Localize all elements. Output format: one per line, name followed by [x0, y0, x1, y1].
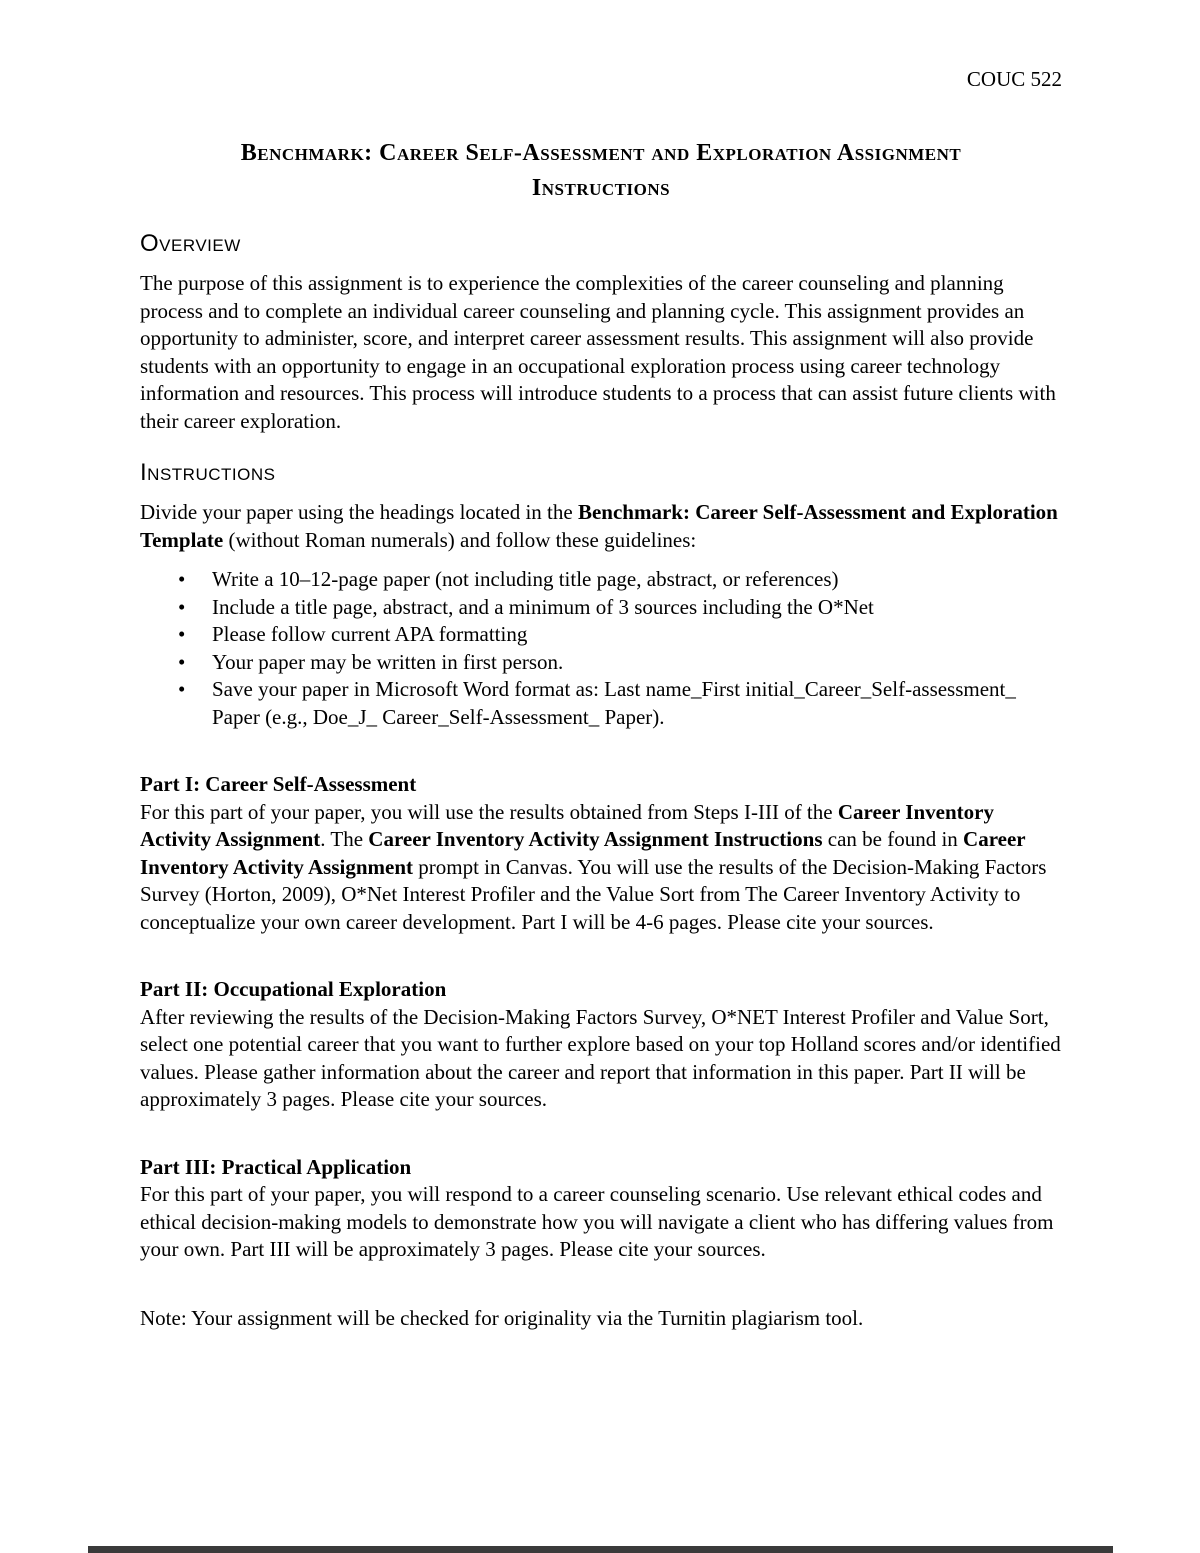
part-3-heading: Part III: Practical Application	[140, 1154, 412, 1179]
list-item	[178, 621, 1062, 649]
list-item-text: Write a 10–12-page paper (not including title page, abstract, or references)	[212, 567, 839, 591]
part-3-section	[140, 1154, 1062, 1264]
list-item	[178, 649, 1062, 677]
document-title	[140, 136, 1062, 206]
overview-paragraph: The purpose of this assignment is to experience the complexities of the career counseling and planning process and to complete an individual career counseling and planning cycle. This assignment provides an opportunity to administer, score, and interpret career assessment results. This assignment will also provide students with an opportunity to engage in an occupational exploration process using career technology information and resources. This process will introduce students to a process that can assist future clients with their career exploration.	[140, 271, 1056, 433]
bullet-icon: •	[178, 622, 186, 646]
list-item	[178, 566, 1062, 594]
list-item-text: Include a title page, abstract, and a minimum of 3 sources including the O*Net	[212, 594, 874, 619]
part-2-paragraph: After reviewing the results of the Decision-Making Factors Survey, O*NET Interest Profiler and Value Sort, select one potential career that you want to further explore based on your top Holland scores and/or identified values. Please gather information about the career and report that information in this paper. Part II will be approximately 3 pages. Please cite your sources.	[140, 1004, 1061, 1111]
document-title-line2: Instructions	[531, 175, 671, 201]
bullet-icon: •	[178, 649, 186, 674]
part-2-section	[140, 976, 1062, 1114]
instructions-intro: Divide your paper using the headings located in the Benchmark: Career Self-Assessment and Exploration Template (without Roman numerals) and follow these guidelines:	[140, 500, 1058, 552]
overview-heading: Overview	[140, 230, 241, 257]
list-item-text: Your paper may be written in first person.	[212, 649, 564, 674]
guidelines-list	[140, 566, 1062, 731]
horizontal-scrollbar[interactable]	[88, 1546, 1113, 1553]
list-item-text: Save your paper in Microsoft Word format as: Last name_First initial_Career_Self-assessment_ Paper (e.g., Doe_J_ Career_Self-Assessment_ Paper).	[212, 677, 1016, 729]
list-item	[178, 594, 1062, 622]
bullet-icon: •	[178, 567, 186, 591]
bullet-icon: •	[178, 594, 186, 619]
part-1-heading: Part I: Career Self-Assessment	[140, 772, 417, 796]
list-item	[178, 676, 1062, 731]
course-code: COUC 522	[966, 67, 1062, 91]
part-2-heading: Part II: Occupational Exploration	[140, 977, 447, 1001]
instructions-heading: Instructions	[140, 459, 276, 486]
list-item-text: Please follow current APA formatting	[212, 622, 528, 646]
part-1-paragraph: For this part of your paper, you will use the results obtained from Steps I-III of the Career Inventory Activity Assignment. The Career Inventory Activity Assignment Instructions can be found in Career Inventory Activity Assignment prompt in Canvas. You will use the results of the Decision-Making Factors Survey (Horton, 2009), O*Net Interest Profiler and the Value Sort from The Career Inventory Activity to conceptualize your own career development. Part I will be 4-6 pages. Please cite your sources.	[140, 799, 1047, 934]
originality-note: Note: Your assignment will be checked for originality via the Turnitin plagiarism tool.	[140, 1305, 864, 1330]
document-title-line1: Benchmark: Career Self-Assessment and Exploration Assignment	[240, 140, 962, 166]
bullet-icon: •	[178, 677, 186, 701]
part-3-paragraph: For this part of your paper, you will respond to a career counseling scenario. Use relevant ethical codes and ethical decision-making models to demonstrate how you will navigate a client who has differing values from your own. Part III will be approximately 3 pages. Please cite your sources.	[140, 1182, 1054, 1261]
part-1-section	[140, 771, 1062, 936]
